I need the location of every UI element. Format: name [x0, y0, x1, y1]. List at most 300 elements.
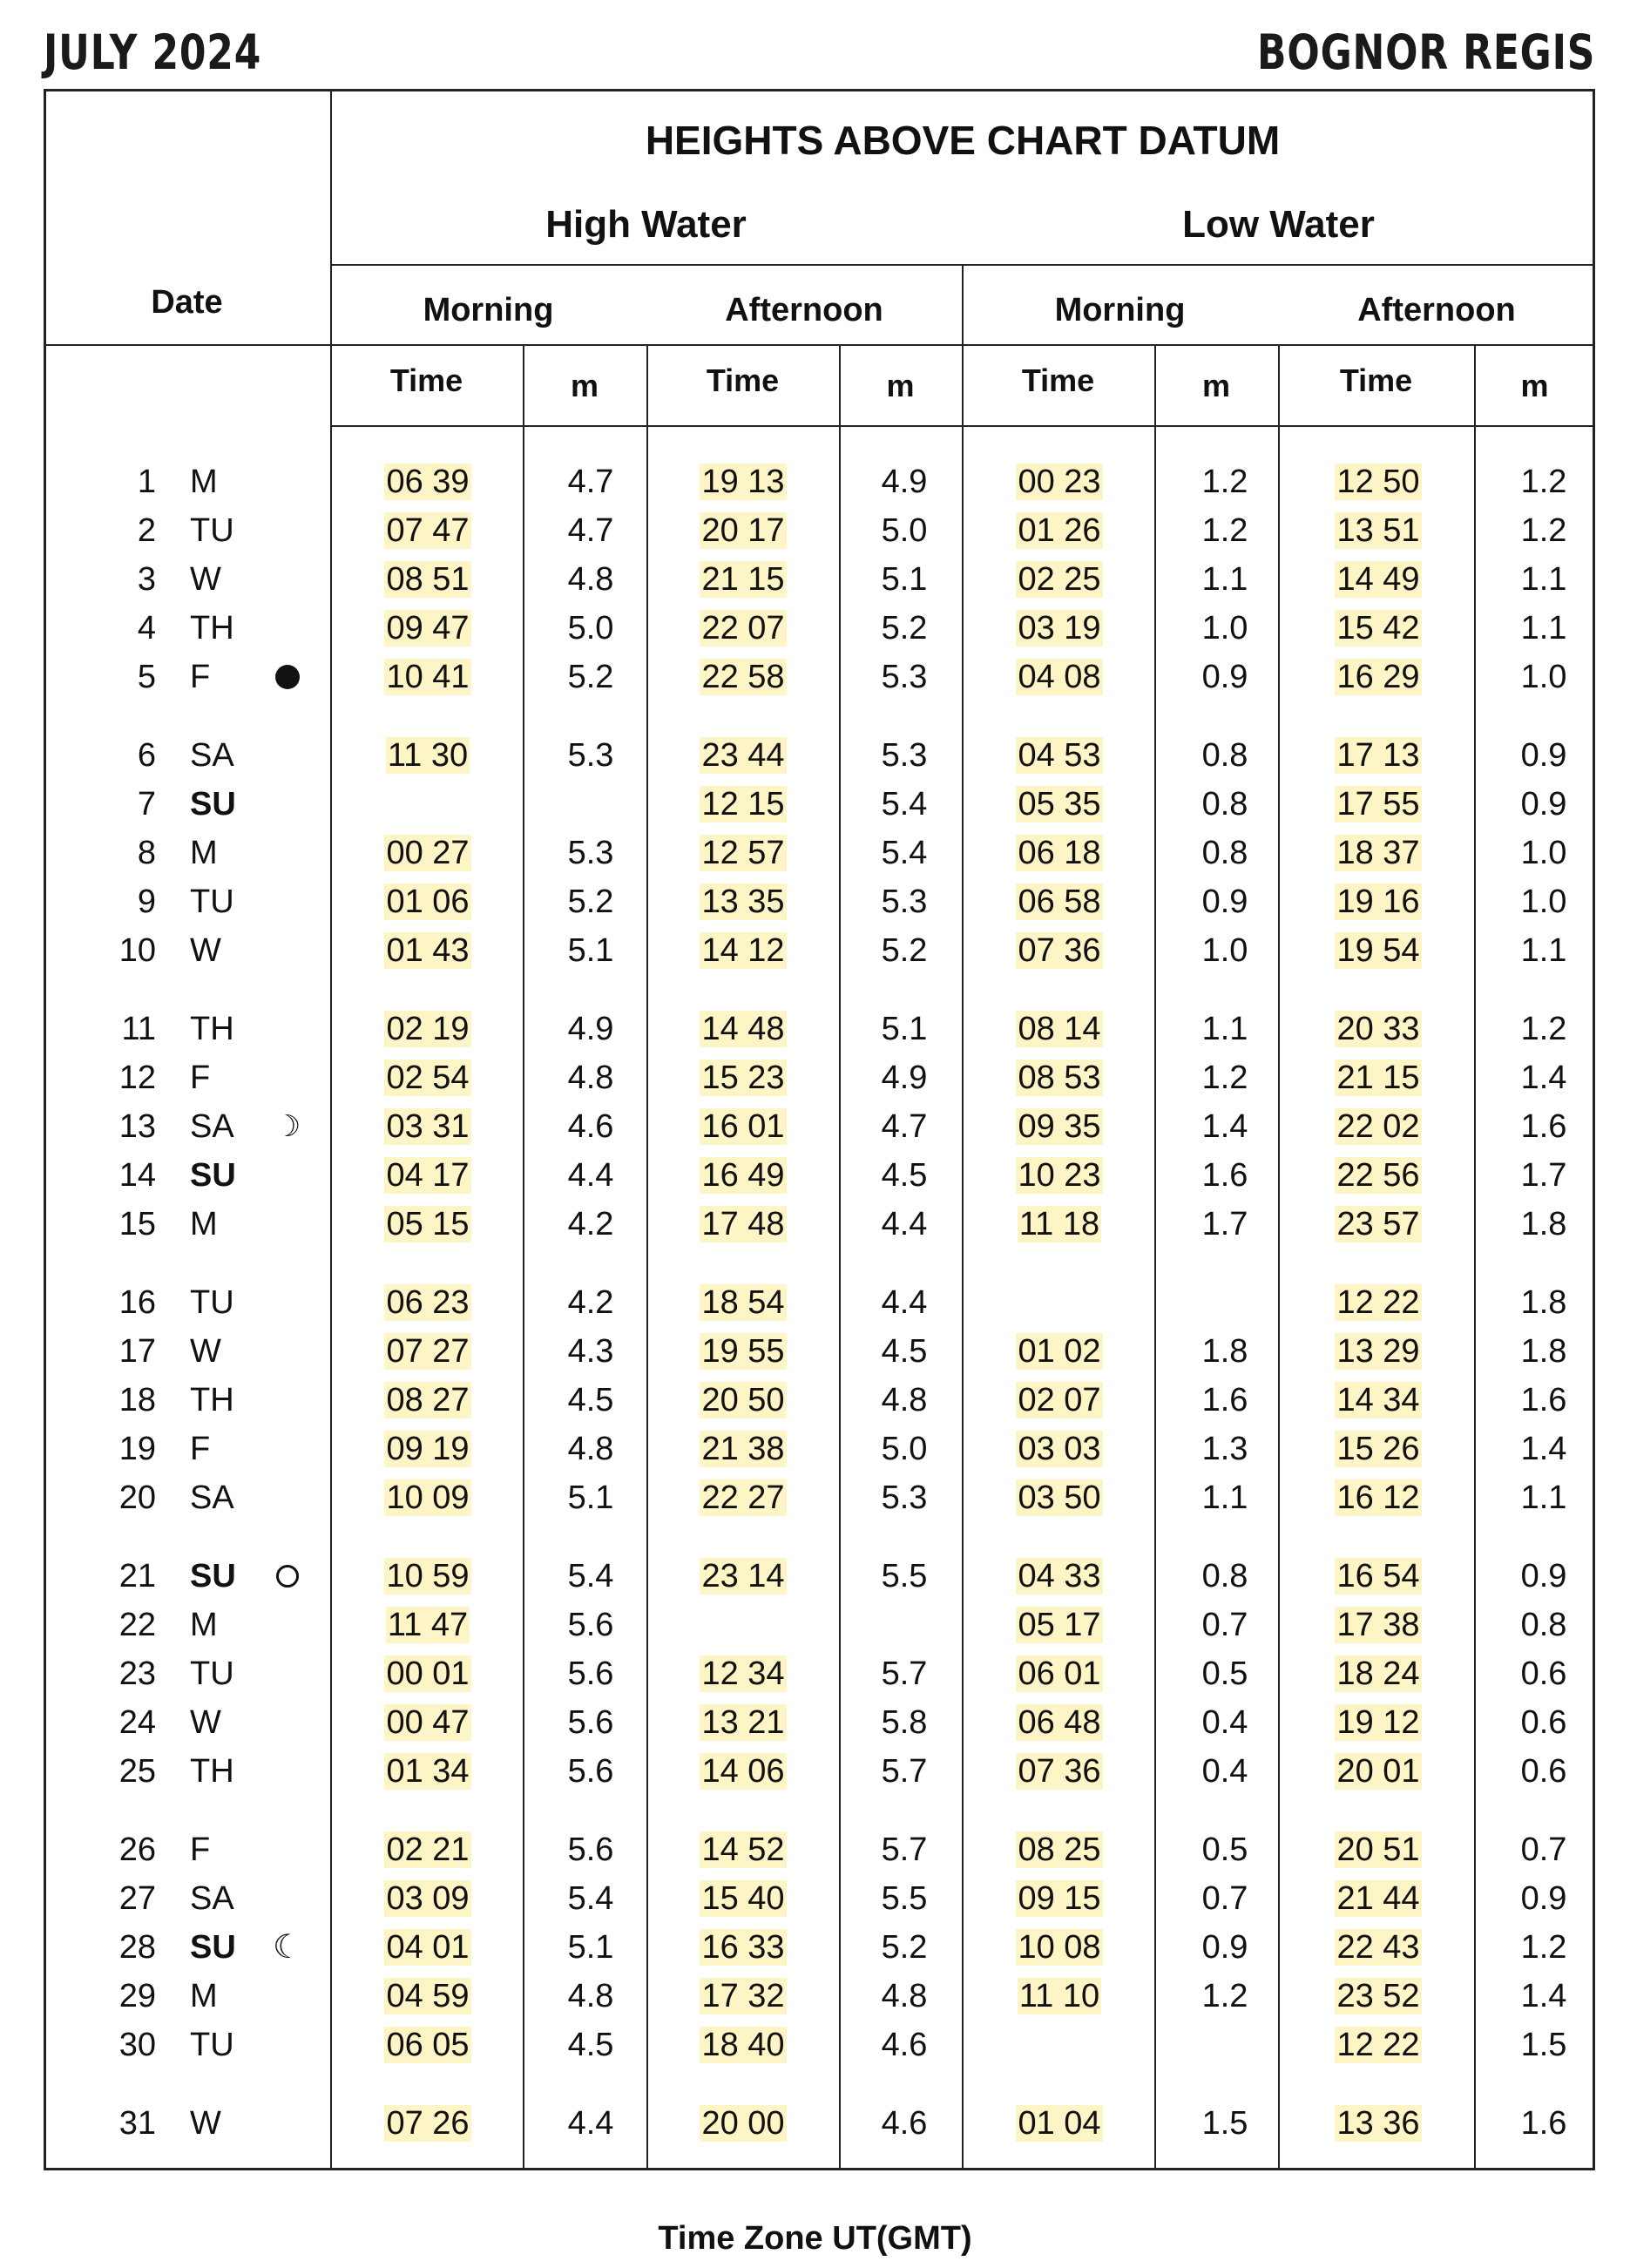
lw-afternoon-height: 1.6 [1520, 1108, 1567, 1145]
hw-afternoon-height: 5.0 [881, 1431, 928, 1467]
hw-morning-time-value: 07 47 [386, 512, 470, 549]
hw-morning-height: 5.6 [567, 1831, 614, 1868]
date-number: 28 [118, 1929, 156, 1966]
hw-morning-height: 4.9 [567, 1011, 614, 1047]
lw-morning-time-value: 11 10 [1018, 1978, 1100, 2014]
hw-morning-time [383, 931, 472, 970]
hw-afternoon-time [699, 560, 788, 599]
date-number: 25 [118, 1753, 156, 1790]
hw-afternoon-height: 5.3 [881, 884, 928, 920]
hw-morning-time [383, 1010, 472, 1048]
hw-morning-time [383, 1381, 472, 1419]
lw-morning-time-value: 08 14 [1018, 1011, 1101, 1047]
hw-morning-time-value: 06 23 [386, 1284, 470, 1321]
hw-afternoon-height: 5.7 [881, 1831, 928, 1868]
hw-morning-time-value: 05 15 [386, 1206, 470, 1242]
hw-afternoon-time [699, 1156, 788, 1195]
lw-afternoon-height: 1.4 [1520, 1431, 1567, 1467]
hw-afternoon-height: 4.9 [881, 1060, 928, 1096]
hw-morning-height: 4.5 [567, 1382, 614, 1418]
hw-morning-height: 5.2 [567, 884, 614, 920]
lw-afternoon-time [1334, 736, 1423, 775]
lw-afternoon-time-value: 21 15 [1336, 1060, 1420, 1096]
lw-morning-time-value: 04 08 [1018, 659, 1101, 695]
hw-afternoon-height: 4.5 [881, 1157, 928, 1194]
hw-morning-time [383, 1831, 472, 1869]
hw-morning-height: 4.8 [567, 1060, 614, 1096]
date-number: 6 [137, 737, 156, 774]
lw-afternoon-height: 1.6 [1520, 2105, 1567, 2142]
weekday: TU [190, 2027, 234, 2063]
hw-afternoon-time-value: 23 44 [701, 737, 785, 774]
lw-morning-time-value: 02 07 [1018, 1382, 1101, 1418]
hw-morning-height: 4.5 [567, 2027, 614, 2063]
lw-afternoon-height: 0.6 [1520, 1753, 1567, 1790]
page-month-title: JULY 2024 [44, 24, 262, 80]
lw-afternoon-time [1334, 609, 1423, 647]
lw-afternoon-height: 1.8 [1520, 1333, 1567, 1370]
lw-morning-time-value: 03 19 [1018, 610, 1101, 647]
hw-morning-time [383, 2104, 472, 2143]
hw-morning-height: 4.2 [567, 1284, 614, 1321]
hw-morning-time [383, 1557, 472, 1595]
first-quarter-glyph: ☽ [274, 1110, 301, 1143]
hw-afternoon-time [699, 1479, 788, 1517]
lw-afternoon-time-value: 17 38 [1336, 1607, 1420, 1643]
table-title: HEIGHTS ABOVE CHART DATUM [645, 118, 1281, 163]
last-quarter-glyph: ☾ [272, 1929, 303, 1966]
hw-morning-height: 4.8 [567, 1431, 614, 1467]
lw-morning-time [1015, 1430, 1104, 1468]
lw-morning-time [1015, 1010, 1104, 1048]
hw-afternoon-time [699, 2104, 788, 2143]
first-quarter-moon-icon [270, 1107, 305, 1146]
hw-afternoon-height: 5.0 [881, 512, 928, 549]
hw-afternoon-time-value: 23 14 [701, 1558, 785, 1594]
hw-morning-time [383, 1703, 472, 1742]
weekday: SU [190, 1157, 236, 1194]
lw-afternoon-height: 1.4 [1520, 1060, 1567, 1096]
hw-afternoon-time-value: 22 58 [701, 659, 785, 695]
hw-afternoon-height: 4.6 [881, 2105, 928, 2142]
lw-afternoon-time [1334, 560, 1423, 599]
time-header: Time [1021, 362, 1095, 398]
hw-afternoon-height: 5.4 [881, 835, 928, 871]
date-number: 10 [118, 932, 156, 969]
lw-morning-time [1015, 1107, 1104, 1146]
hw-afternoon-time [699, 931, 788, 970]
date-number: 2 [137, 512, 156, 549]
high-water-header: High Water [545, 203, 747, 246]
lw-morning-time-value: 06 18 [1018, 835, 1101, 871]
weekday: F [190, 1431, 211, 1467]
hw-afternoon-time [699, 1332, 788, 1371]
lw-afternoon-time-value: 15 42 [1336, 610, 1420, 647]
hw-afternoon-height: 5.1 [881, 561, 928, 598]
hw-afternoon-time [699, 1752, 788, 1791]
hw-morning-time-value: 02 19 [386, 1011, 470, 1047]
lw-morning-height: 1.2 [1201, 1060, 1248, 1096]
hw-afternoon-time [699, 1381, 788, 1419]
date-number: 18 [118, 1382, 156, 1418]
lw-afternoon-time [1334, 1205, 1423, 1243]
date-number: 24 [118, 1704, 156, 1741]
hw-morning-time [383, 1430, 472, 1468]
lw-afternoon-time [1334, 1381, 1423, 1419]
lw-morning-height: 0.9 [1201, 659, 1248, 695]
hw-afternoon-height: 5.3 [881, 659, 928, 695]
date-number: 9 [137, 884, 156, 920]
hw-morning-time [383, 1332, 472, 1371]
lw-afternoon-height: 0.6 [1520, 1704, 1567, 1741]
date-number: 3 [137, 561, 156, 598]
lw-afternoon-time-value: 13 51 [1336, 512, 1420, 549]
date-number: 1 [137, 464, 156, 500]
lw-afternoon-height: 1.1 [1520, 1479, 1567, 1516]
hw-afternoon-height: 5.2 [881, 610, 928, 647]
hw-afternoon-time-value: 20 17 [701, 512, 785, 549]
lw-afternoon-time-value: 14 49 [1336, 561, 1420, 598]
lw-morning-height: 1.4 [1201, 1108, 1248, 1145]
lw-afternoon-time [1334, 1479, 1423, 1517]
divider [1474, 345, 1476, 2170]
divider [330, 89, 332, 2170]
lw-morning-time [1015, 1655, 1104, 1693]
lw-afternoon-time [1334, 883, 1423, 921]
lw-afternoon-time [1334, 1332, 1423, 1371]
hw-afternoon-time-value: 12 34 [701, 1655, 785, 1692]
lw-afternoon-height: 1.1 [1520, 610, 1567, 647]
date-number: 12 [118, 1060, 156, 1096]
divider [523, 345, 524, 2170]
lw-morning-height: 0.5 [1201, 1831, 1248, 1868]
lw-morning-height: 0.8 [1201, 737, 1248, 774]
hw-morning-height: 4.6 [567, 1108, 614, 1145]
hw-morning-time-value: 06 39 [386, 464, 470, 500]
hw-afternoon-time-value: 14 12 [701, 932, 785, 969]
lw-morning-time [1015, 1059, 1104, 1097]
lw-afternoon-height: 1.5 [1520, 2027, 1567, 2063]
date-number: 11 [121, 1011, 156, 1047]
hw-afternoon-time-value: 22 27 [701, 1479, 785, 1516]
hw-afternoon-height: 4.6 [881, 2027, 928, 2063]
lw-afternoon-height: 1.0 [1520, 835, 1567, 871]
hw-afternoon-time [699, 1977, 788, 2015]
hw-afternoon-time-value: 14 06 [701, 1753, 785, 1790]
lw-afternoon-height: 0.9 [1520, 1880, 1567, 1917]
date-number: 23 [118, 1655, 156, 1692]
date-number: 31 [118, 2105, 156, 2142]
lw-morning-height: 0.4 [1201, 1704, 1248, 1741]
lw-afternoon-time-value: 18 37 [1336, 835, 1420, 871]
hw-morning-time [383, 2026, 472, 2064]
hw-morning-height: 4.7 [567, 512, 614, 549]
hw-morning-time [383, 1606, 472, 1644]
hw-morning-height: 5.3 [567, 835, 614, 871]
hw-afternoon-height: 4.5 [881, 1333, 928, 1370]
date-number: 27 [118, 1880, 156, 1917]
lw-morning-time-value: 06 01 [1018, 1655, 1101, 1692]
hw-afternoon-time-value: 19 55 [701, 1333, 785, 1370]
lw-afternoon-height: 1.1 [1520, 561, 1567, 598]
hw-morning-time [383, 463, 472, 501]
lw-morning-time [1015, 609, 1104, 647]
lw-morning-time [1015, 1879, 1104, 1918]
lw-afternoon-time [1334, 1283, 1423, 1322]
lw-morning-height: 1.6 [1201, 1382, 1248, 1418]
weekday: TU [190, 1284, 234, 1321]
hw-morning-time [383, 1283, 472, 1322]
hw-morning-time-value: 10 41 [386, 659, 470, 695]
hw-afternoon-time-value: 22 07 [701, 610, 785, 647]
lw-morning-time [1015, 1479, 1104, 1517]
height-header: m [1520, 368, 1549, 403]
hw-afternoon-time-value: 14 52 [701, 1831, 785, 1868]
date-number: 21 [118, 1558, 156, 1594]
lw-afternoon-time-value: 16 54 [1336, 1558, 1420, 1594]
lw-morning-time-value: 01 26 [1018, 512, 1101, 549]
lw-morning-time-value: 11 18 [1018, 1206, 1100, 1242]
hw-morning-time [383, 1752, 472, 1791]
lw-afternoon-time [1334, 785, 1423, 823]
hw-afternoon-height: 5.3 [881, 1479, 928, 1516]
lw-afternoon-height: 1.1 [1520, 932, 1567, 969]
lw-afternoon-time-value: 12 50 [1336, 464, 1420, 500]
lw-morning-time-value: 06 48 [1018, 1704, 1101, 1741]
lw-morning-time-value: 03 50 [1018, 1479, 1101, 1516]
hw-afternoon-time [699, 1283, 788, 1322]
hw-morning-time-value: 10 09 [386, 1479, 470, 1516]
hw-afternoon-time-value: 15 40 [701, 1880, 785, 1917]
date-number: 13 [118, 1108, 156, 1145]
lw-morning-height: 0.9 [1201, 1929, 1248, 1966]
lw-afternoon-time [1334, 658, 1423, 696]
hw-afternoon-time-value: 14 48 [701, 1011, 785, 1047]
hw-morning-time-value: 01 34 [386, 1753, 470, 1790]
hw-afternoon-height: 5.7 [881, 1753, 928, 1790]
lw-afternoon-time-value: 16 29 [1336, 659, 1420, 695]
hw-morning-height: 5.3 [567, 737, 614, 774]
lw-afternoon-time [1334, 1606, 1423, 1644]
hw-afternoon-time-value: 18 54 [701, 1284, 785, 1321]
lw-afternoon-time-value: 12 22 [1336, 2027, 1420, 2063]
lw-morning-height: 1.1 [1201, 1011, 1248, 1047]
lw-afternoon-height: 1.8 [1520, 1284, 1567, 1321]
lw-afternoon-time-value: 14 34 [1336, 1382, 1420, 1418]
hw-morning-time-value: 00 01 [386, 1655, 470, 1692]
lw-morning-header: Morning [1054, 292, 1186, 328]
hw-afternoon-time [699, 785, 788, 823]
hw-afternoon-time-value: 20 50 [701, 1382, 785, 1418]
lw-morning-time-value: 05 35 [1018, 786, 1101, 823]
divider [1278, 345, 1280, 2170]
lw-morning-time-value: 04 53 [1018, 737, 1101, 774]
hw-afternoon-time [699, 1879, 788, 1918]
hw-morning-time [383, 736, 472, 775]
lw-afternoon-time-value: 17 55 [1336, 786, 1420, 823]
hw-afternoon-time [699, 834, 788, 872]
lw-afternoon-time-value: 13 36 [1336, 2105, 1420, 2142]
hw-morning-height: 4.4 [567, 2105, 614, 2142]
hw-afternoon-height: 5.3 [881, 737, 928, 774]
hw-morning-time-value: 09 47 [386, 610, 470, 647]
hw-morning-time-value: 02 54 [386, 1060, 470, 1096]
date-number: 5 [137, 659, 156, 695]
hw-afternoon-time-value: 16 01 [701, 1108, 785, 1145]
date-number: 7 [137, 786, 156, 823]
hw-morning-time [383, 560, 472, 599]
lw-morning-time [1015, 1205, 1104, 1243]
weekday: W [190, 2105, 221, 2142]
hw-morning-height: 5.4 [567, 1880, 614, 1917]
hw-morning-height: 4.7 [567, 464, 614, 500]
lw-afternoon-header: Afternoon [1357, 292, 1516, 328]
time-header: Time [1339, 362, 1413, 398]
hw-afternoon-time [699, 736, 788, 775]
lw-afternoon-height: 1.0 [1520, 659, 1567, 695]
weekday: SU [190, 1558, 236, 1594]
lw-morning-time [1015, 883, 1104, 921]
weekday: TH [190, 1382, 234, 1418]
hw-morning-height: 4.4 [567, 1157, 614, 1194]
lw-morning-time [1015, 1703, 1104, 1742]
lw-morning-time-value: 01 02 [1018, 1333, 1101, 1370]
hw-morning-time-value: 02 21 [386, 1831, 470, 1868]
height-header: m [886, 368, 915, 403]
lw-afternoon-time [1334, 834, 1423, 872]
lw-afternoon-time-value: 20 33 [1336, 1011, 1420, 1047]
hw-morning-time-value: 07 26 [386, 2105, 470, 2142]
hw-morning-time-value: 11 30 [387, 737, 469, 774]
lw-afternoon-time-value: 23 52 [1336, 1978, 1420, 2014]
hw-afternoon-time [699, 1010, 788, 1048]
hw-morning-time-value: 04 17 [386, 1157, 470, 1194]
hw-morning-height: 4.8 [567, 561, 614, 598]
lw-morning-time [1015, 834, 1104, 872]
lw-morning-time-value: 05 17 [1018, 1607, 1101, 1643]
hw-morning-time-value: 04 59 [386, 1978, 470, 2014]
lw-morning-time-value: 10 23 [1018, 1157, 1101, 1194]
lw-morning-time [1015, 1752, 1104, 1791]
hw-morning-height: 5.1 [567, 1929, 614, 1966]
hw-afternoon-time [699, 1205, 788, 1243]
lw-afternoon-height: 1.6 [1520, 1382, 1567, 1418]
hw-morning-time [383, 1928, 472, 1967]
time-zone-note: Time Zone UT(GMT) [658, 2220, 972, 2257]
hw-morning-time-value: 03 31 [386, 1108, 470, 1145]
hw-morning-time-value: 07 27 [386, 1333, 470, 1370]
lw-afternoon-time [1334, 1557, 1423, 1595]
lw-morning-height: 1.3 [1201, 1431, 1248, 1467]
hw-morning-time-value: 09 19 [386, 1431, 470, 1467]
lw-morning-time [1015, 1381, 1104, 1419]
lw-morning-time [1015, 1977, 1104, 2015]
weekday: F [190, 1060, 211, 1096]
lw-afternoon-height: 0.6 [1520, 1655, 1567, 1692]
lw-morning-height: 0.8 [1201, 1558, 1248, 1594]
lw-afternoon-time [1334, 1655, 1423, 1693]
hw-afternoon-height: 4.7 [881, 1108, 928, 1145]
lw-morning-height: 1.0 [1201, 932, 1248, 969]
hw-morning-time-value: 11 47 [387, 1607, 469, 1643]
hw-afternoon-time-value: 12 57 [701, 835, 785, 871]
hw-morning-height: 5.6 [567, 1655, 614, 1692]
hw-afternoon-time-value: 17 48 [701, 1206, 785, 1242]
hw-afternoon-time [699, 463, 788, 501]
lw-afternoon-height: 0.8 [1520, 1607, 1567, 1643]
date-number: 4 [137, 610, 156, 647]
divider [44, 344, 1595, 346]
hw-morning-height: 5.1 [567, 932, 614, 969]
lw-morning-height: 0.7 [1201, 1607, 1248, 1643]
lw-afternoon-height: 1.4 [1520, 1978, 1567, 2014]
hw-morning-time [383, 1205, 472, 1243]
lw-morning-time [1015, 736, 1104, 775]
hw-afternoon-height: 4.8 [881, 1382, 928, 1418]
lw-afternoon-time [1334, 1703, 1423, 1742]
weekday: SU [190, 786, 236, 823]
hw-afternoon-time [699, 883, 788, 921]
hw-afternoon-height: 5.5 [881, 1558, 928, 1594]
full-moon-icon [270, 1557, 305, 1595]
weekday: M [190, 1607, 218, 1643]
hw-afternoon-time [699, 511, 788, 550]
lw-morning-height: 0.8 [1201, 835, 1248, 871]
divider [1154, 345, 1156, 2170]
weekday: TH [190, 610, 234, 647]
lw-morning-time [1015, 658, 1104, 696]
hw-morning-time-value: 00 47 [386, 1704, 470, 1741]
weekday: W [190, 1704, 221, 1741]
hw-afternoon-time [699, 609, 788, 647]
date-number: 29 [118, 1978, 156, 2014]
lw-morning-time-value: 10 08 [1018, 1929, 1101, 1966]
lw-morning-height: 1.2 [1201, 464, 1248, 500]
hw-afternoon-header: Afternoon [725, 292, 883, 328]
lw-morning-time [1015, 511, 1104, 550]
lw-morning-time-value: 09 15 [1018, 1880, 1101, 1917]
lw-afternoon-time [1334, 1879, 1423, 1918]
hw-morning-time-value: 10 59 [386, 1558, 470, 1594]
lw-afternoon-time [1334, 1156, 1423, 1195]
hw-morning-time [383, 1977, 472, 2015]
lw-afternoon-time [1334, 1977, 1423, 2015]
lw-afternoon-height: 0.7 [1520, 1831, 1567, 1868]
hw-afternoon-time-value: 16 33 [701, 1929, 785, 1966]
date-number: 30 [118, 2027, 156, 2063]
hw-morning-time [383, 1879, 472, 1918]
lw-afternoon-time-value: 19 12 [1336, 1704, 1420, 1741]
lw-afternoon-time-value: 19 54 [1336, 932, 1420, 969]
lw-morning-height: 0.8 [1201, 786, 1248, 823]
hw-morning-time [383, 1059, 472, 1097]
hw-morning-time [383, 883, 472, 921]
date-number: 26 [118, 1831, 156, 1868]
lw-afternoon-time [1334, 2104, 1423, 2143]
lw-afternoon-time [1334, 511, 1423, 550]
lw-afternoon-time [1334, 1107, 1423, 1146]
lw-afternoon-time [1334, 931, 1423, 970]
hw-morning-height: 5.6 [567, 1753, 614, 1790]
lw-morning-height: 1.2 [1201, 512, 1248, 549]
date-header: Date [151, 284, 223, 321]
lw-afternoon-height: 1.2 [1520, 1011, 1567, 1047]
lw-afternoon-time [1334, 1928, 1423, 1967]
full-moon-icon [276, 1565, 299, 1588]
hw-afternoon-time-value: 20 00 [701, 2105, 785, 2142]
lw-afternoon-height: 0.9 [1520, 737, 1567, 774]
date-number: 22 [118, 1607, 156, 1643]
